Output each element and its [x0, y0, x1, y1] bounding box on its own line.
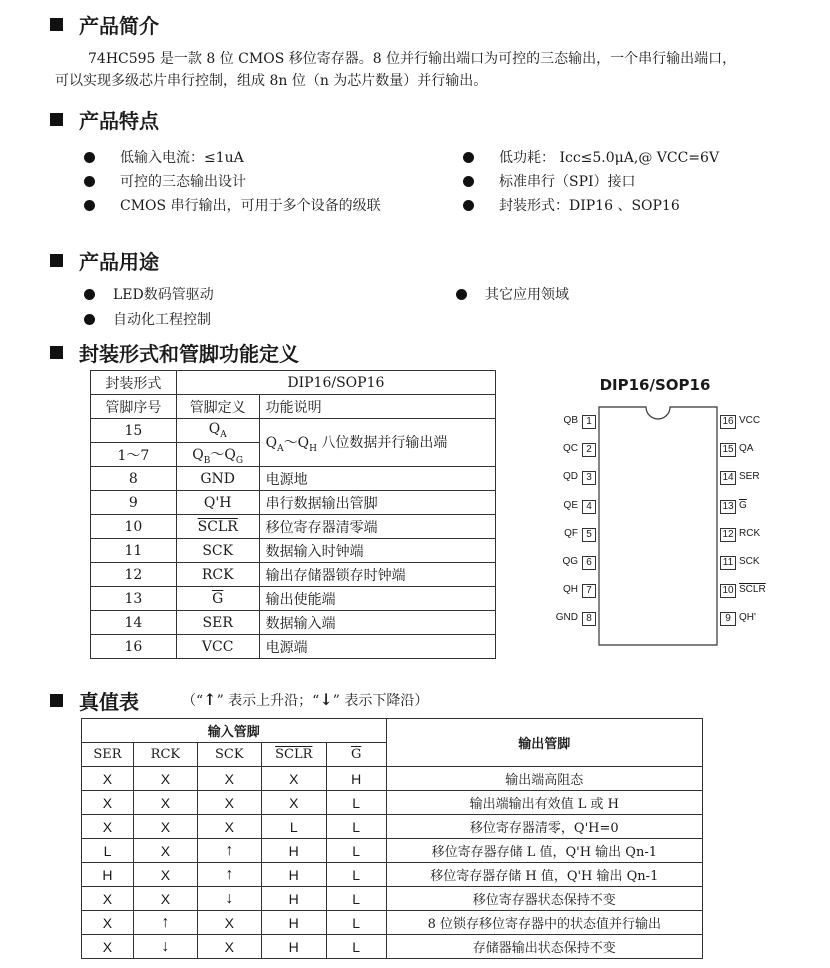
square-bullet-icon: [50, 694, 63, 707]
table-row: [82, 911, 703, 935]
table-row: [91, 539, 496, 563]
pin-number-cell: 13: [91, 587, 177, 611]
chip-pin-number: 4: [582, 500, 596, 514]
chip-pin-number: 15: [720, 443, 736, 457]
chip-pin-label: VCC: [739, 415, 761, 426]
section-heading-package: 封装形式和管脚功能定义: [50, 338, 299, 367]
chip-pin-number: 12: [720, 528, 736, 542]
use-item: 自动化工程控制: [84, 309, 211, 329]
table-row: [91, 395, 496, 419]
truth-cell: H: [261, 839, 326, 863]
pin-def-cell: VCC: [176, 635, 259, 659]
chip-pin-label: QG: [562, 556, 578, 567]
feature-item: CMOS 串行输出，可用于多个设备的级联: [84, 195, 381, 215]
column-header: SER: [82, 743, 134, 767]
truth-cell: X: [133, 767, 197, 791]
bullet-dot-icon: [84, 289, 95, 300]
truth-cell: X: [197, 935, 261, 959]
truth-cell: X: [133, 839, 197, 863]
bullet-dot-icon: [463, 200, 474, 211]
intro-line-1: 74HC595 是一款 8 位 CMOS 移位寄存器。8 位并行输出端口为可控的三态输出，一个串行输出端口，: [88, 51, 737, 67]
chip-pin-label: QC: [563, 443, 578, 455]
table-row: [82, 863, 703, 887]
truth-cell: H: [261, 863, 326, 887]
intro-line-2: 可以实现多级芯片串行控制，组成 8n 位（n 为芯片数量）并行输出。: [55, 73, 488, 89]
chip-pin-label: SER: [739, 471, 760, 483]
pin-func-cell: 电源地: [259, 467, 495, 491]
header-cell: 输出管脚: [386, 719, 702, 767]
table-row: [82, 839, 703, 863]
table-row: [91, 491, 496, 515]
truth-output-cell: 存储器输出状态保持不变: [386, 935, 702, 959]
table-row: [82, 935, 703, 959]
truth-output-cell: 移位寄存器存储 L 值，Q'H 输出 Qn-1: [386, 839, 702, 863]
pin-number-cell: 16: [91, 635, 177, 659]
section-heading-truth: 真值表: [50, 686, 139, 715]
square-bullet-icon: [50, 113, 63, 126]
truth-cell: X: [82, 935, 134, 959]
pin-def-cell: Q'H: [176, 491, 259, 515]
chip-pin-number: 3: [582, 471, 596, 485]
truth-cell: X: [82, 887, 134, 911]
chip-pin-label: QE: [563, 499, 578, 511]
chip-title: DIP16/SOP16: [599, 376, 711, 394]
table-row: [91, 635, 496, 659]
table-row: [82, 887, 703, 911]
chip-pin-label: RCK: [739, 527, 761, 539]
truth-cell: L: [326, 935, 386, 959]
pin-func-cell: 电源端: [259, 635, 495, 659]
pin-def-cell: SER: [176, 611, 259, 635]
truth-cell: X: [197, 815, 261, 839]
truth-cell: H: [82, 863, 134, 887]
chip-pin-number: 11: [720, 556, 736, 570]
truth-cell: L: [82, 839, 134, 863]
truth-cell: X: [133, 887, 197, 911]
truth-table: [81, 718, 703, 959]
chip-pin-number: 9: [720, 612, 736, 626]
truth-cell: H: [326, 767, 386, 791]
table-row: [91, 467, 496, 491]
truth-cell: L: [326, 887, 386, 911]
chip-pin-label: SCK: [739, 556, 760, 567]
use-item: LED数码管驱动: [84, 284, 214, 304]
chip-pin-number: 7: [582, 584, 596, 598]
pin-number-cell: 8: [91, 467, 177, 491]
feature-item: 低功耗： Icc≤5.0μA,@ VCC=6V: [463, 147, 719, 167]
truth-cell: X: [82, 767, 134, 791]
truth-note: （“↑” 表示上升沿；“↓” 表示下降沿）: [182, 690, 429, 709]
feature-item: 标准串行（SPI）接口: [463, 171, 636, 191]
table-row: [91, 563, 496, 587]
section-heading-features: 产品特点: [50, 105, 159, 134]
column-header: SCK: [197, 743, 261, 767]
chip-pin-label: QH: [563, 584, 578, 596]
truth-cell: X: [82, 791, 134, 815]
truth-cell: ↓: [197, 887, 261, 911]
feature-item: 可控的三态输出设计: [84, 171, 246, 191]
truth-cell: L: [326, 791, 386, 815]
square-bullet-icon: [50, 254, 63, 267]
header-cell: 封装形式: [91, 371, 177, 395]
feature-item: 低输入电流：≤1uA: [84, 147, 244, 167]
truth-cell: L: [326, 815, 386, 839]
chip-pin-label: QF: [564, 527, 578, 539]
table-row: [91, 419, 496, 443]
truth-cell: ↑: [133, 911, 197, 935]
bullet-dot-icon: [84, 200, 95, 211]
pin-definition-table: [90, 370, 496, 659]
pin-number-cell: 1～7: [91, 443, 177, 467]
pin-number-cell: 12: [91, 563, 177, 587]
truth-output-cell: 移位寄存器清零，Q'H=0: [386, 815, 702, 839]
chip-pin-number: 13: [720, 500, 736, 514]
bullet-dot-icon: [456, 289, 467, 300]
chip-pin-number: 1: [582, 415, 596, 429]
chip-package-diagram: [598, 406, 718, 650]
bullet-dot-icon: [84, 152, 95, 163]
chip-pin-label: QD: [563, 471, 578, 483]
pin-number-cell: 14: [91, 611, 177, 635]
truth-cell: H: [261, 887, 326, 911]
chip-pin-label: $\overline{G}$: [739, 499, 747, 511]
header-cell: 管脚序号: [91, 395, 177, 419]
bullet-dot-icon: [84, 176, 95, 187]
pin-number-cell: 10: [91, 515, 177, 539]
truth-cell: L: [326, 911, 386, 935]
rising-edge-arrow-icon: ↑: [203, 690, 217, 709]
truth-cell: X: [133, 815, 197, 839]
chip-pin-number: 16: [720, 415, 736, 429]
truth-cell: X: [261, 791, 326, 815]
truth-cell: X: [82, 815, 134, 839]
truth-output-cell: 8 位锁存移位寄存器中的状态值并行输出: [386, 911, 702, 935]
pin-def-cell: RCK: [176, 563, 259, 587]
chip-pin-number: 8: [582, 612, 596, 626]
truth-cell: L: [261, 815, 326, 839]
falling-edge-arrow-icon: ↓: [319, 690, 333, 709]
column-header: $\overline{G}$: [326, 743, 386, 767]
chip-pin-number: 5: [582, 528, 596, 542]
truth-cell: ↑: [197, 863, 261, 887]
truth-cell: X: [133, 863, 197, 887]
truth-output-cell: 输出端输出有效值 L 或 H: [386, 791, 702, 815]
feature-item: 封装形式：DIP16 、SOP16: [463, 195, 680, 215]
bullet-dot-icon: [463, 176, 474, 187]
truth-cell: X: [197, 767, 261, 791]
truth-output-cell: 输出端高阻态: [386, 767, 702, 791]
truth-cell: L: [326, 863, 386, 887]
pin-def-cell: SCK: [176, 539, 259, 563]
pin-def-cell: GND: [176, 467, 259, 491]
column-header: SCLR: [261, 743, 326, 767]
truth-cell: X: [133, 791, 197, 815]
chip-pin-label: QA: [739, 443, 754, 455]
header-cell: 管脚定义: [176, 395, 259, 419]
truth-cell: ↓: [133, 935, 197, 959]
chip-pin-number: 14: [720, 471, 736, 485]
truth-cell: L: [326, 839, 386, 863]
pin-func-cell: 输出存储器锁存时钟端: [259, 563, 495, 587]
truth-output-cell: 移位寄存器状态保持不变: [386, 887, 702, 911]
pin-func-cell: 串行数据输出管脚: [259, 491, 495, 515]
header-cell: 输入管脚: [82, 719, 387, 743]
chip-pin-label: QH': [739, 612, 756, 624]
chip-pin-number: 6: [582, 556, 596, 570]
chip-pin-label: QB: [563, 415, 578, 426]
pin-func-cell: 数据输入时钟端: [259, 539, 495, 563]
chip-pin-number: 10: [720, 584, 736, 598]
table-row: [82, 791, 703, 815]
bullet-dot-icon: [84, 314, 95, 325]
chip-body: [598, 406, 718, 646]
pin-func-cell: $Q_A\sim Q_H$ 八位数据并行输出端: [259, 419, 495, 467]
square-bullet-icon: [50, 18, 63, 31]
table-row: [91, 515, 496, 539]
table-row: [91, 371, 496, 395]
chip-pin-number: 2: [582, 443, 596, 457]
pin-def-cell: $Q_A$: [176, 419, 259, 443]
pin-func-cell: 数据输入端: [259, 611, 495, 635]
truth-cell: X: [197, 911, 261, 935]
header-cell: DIP16/SOP16: [176, 371, 495, 395]
truth-cell: H: [261, 911, 326, 935]
table-row: [91, 611, 496, 635]
truth-cell: ↑: [197, 839, 261, 863]
truth-cell: X: [261, 767, 326, 791]
bullet-dot-icon: [463, 152, 474, 163]
header-cell: 功能说明: [259, 395, 495, 419]
pin-func-cell: 移位寄存器清零端: [259, 515, 495, 539]
section-heading-uses: 产品用途: [50, 246, 159, 275]
truth-cell: X: [82, 911, 134, 935]
pin-number-cell: 11: [91, 539, 177, 563]
pin-def-cell: $Q_B\sim Q_G$: [176, 443, 259, 467]
truth-output-cell: 移位寄存器存储 H 值，Q'H 输出 Qn-1: [386, 863, 702, 887]
chip-pin-label: GND: [555, 612, 578, 624]
pin-def-cell: SCLR: [176, 515, 259, 539]
truth-cell: H: [261, 935, 326, 959]
square-bullet-icon: [50, 346, 63, 359]
section-heading-intro: 产品简介: [50, 10, 159, 39]
pin-number-cell: 9: [91, 491, 177, 515]
chip-pin-label: SCLR: [739, 584, 766, 596]
pin-def-cell: $\overline{G}$: [176, 587, 259, 611]
table-row: [91, 587, 496, 611]
column-header: RCK: [133, 743, 197, 767]
pin-number-cell: 15: [91, 419, 177, 443]
use-item: 其它应用领域: [456, 284, 569, 304]
table-row: [82, 767, 703, 791]
table-row: [82, 815, 703, 839]
table-row: [82, 719, 703, 743]
truth-cell: X: [197, 791, 261, 815]
pin-func-cell: 输出使能端: [259, 587, 495, 611]
